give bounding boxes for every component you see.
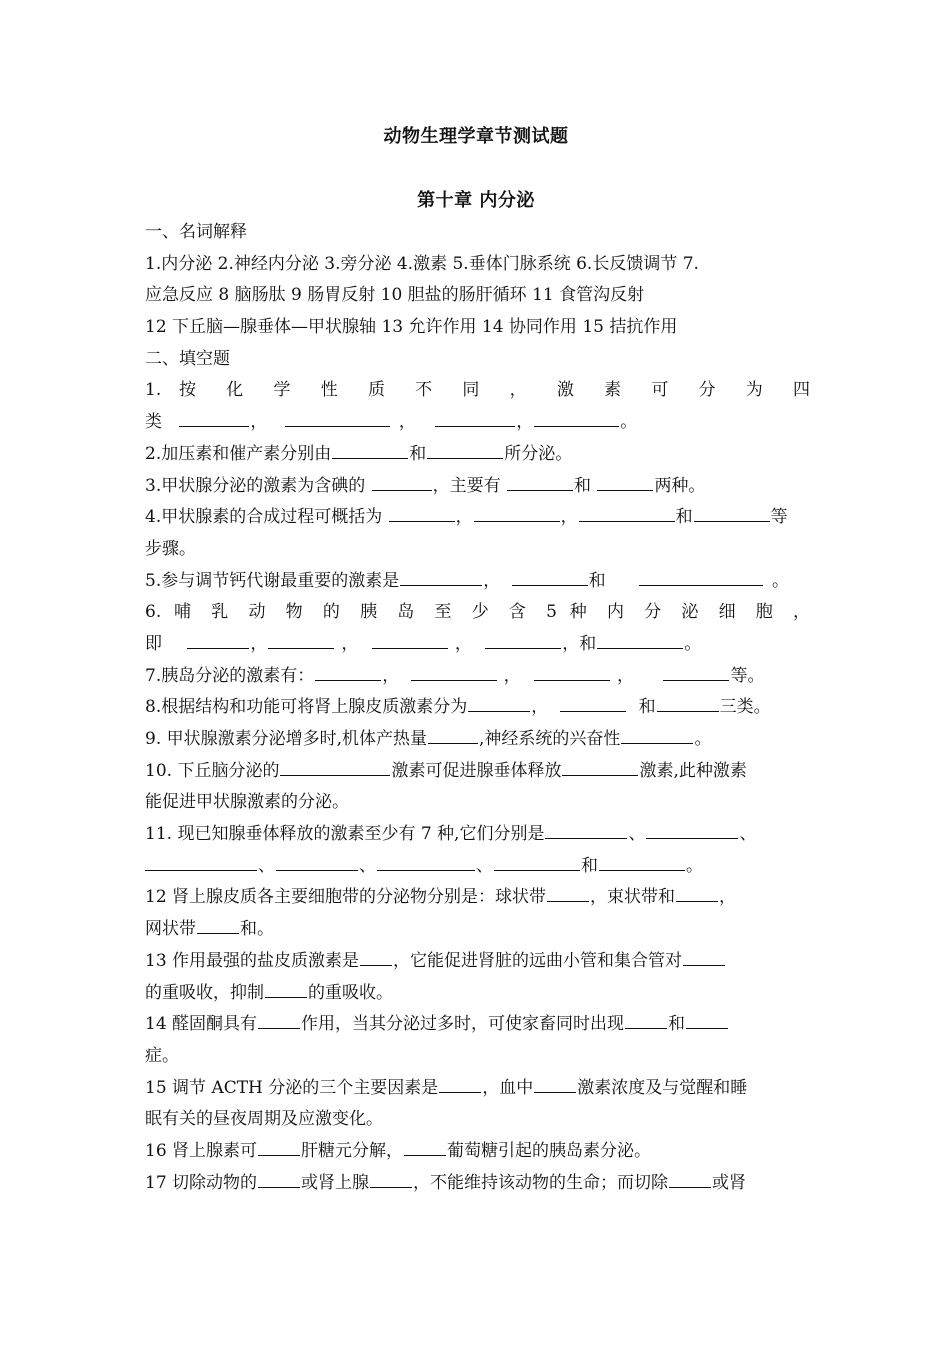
q-text: ， [382, 665, 400, 686]
question-13-line-1 [145, 946, 810, 978]
q-text: 等。 [730, 665, 765, 686]
q-text: ， [531, 697, 549, 718]
q-text: 即 [145, 633, 168, 654]
q-text: ， [617, 665, 635, 686]
q-text: ， [516, 412, 534, 433]
answer-blank[interactable] [663, 679, 729, 681]
answer-blank[interactable] [534, 1091, 576, 1093]
section-header-terms: 一、名词解释 [145, 222, 247, 242]
answer-blank[interactable] [560, 710, 626, 712]
answer-blank[interactable] [404, 1154, 446, 1156]
q-text: 网状带 [145, 919, 196, 940]
answer-blank[interactable] [428, 742, 478, 744]
answer-blank[interactable] [285, 425, 390, 427]
question-14-line-2: 症。 [145, 1045, 179, 1066]
answer-blank[interactable] [534, 425, 619, 427]
answer-blank[interactable] [276, 869, 358, 871]
question-1-line-1: 1. 按 化 学 性 质 不 同 ， 激 素 可 分 为 四 [145, 380, 810, 401]
answer-blank[interactable] [280, 774, 390, 776]
answer-blank[interactable] [315, 679, 381, 681]
answer-blank[interactable] [599, 869, 685, 871]
question-9 [145, 724, 810, 756]
answer-blank[interactable] [427, 457, 503, 459]
q-text: ，束状带和 [590, 887, 676, 908]
q-text: 和 [409, 443, 427, 464]
q-text: ， [398, 412, 416, 433]
q-text: ，不能维持该动物的生命；而切除 [413, 1172, 669, 1193]
q-text: ， [560, 507, 578, 528]
answer-blank[interactable] [512, 584, 588, 586]
answer-blank[interactable] [646, 837, 738, 839]
q-text: ， [483, 570, 501, 591]
q-text: 葡萄糖引起的胰岛素分泌。 [447, 1140, 652, 1161]
answer-blank[interactable] [187, 647, 249, 649]
answer-blank[interactable] [686, 1027, 728, 1029]
question-1-line-2 [145, 407, 810, 439]
q-text: ，主要有 [432, 475, 507, 496]
answer-blank[interactable] [268, 647, 334, 649]
q-text: ， [250, 412, 268, 433]
q-text: 、 [739, 824, 757, 845]
q-text: 等 [770, 507, 788, 528]
question-12-line-1 [145, 882, 810, 914]
q-text: ， [719, 887, 737, 908]
q-text: 17 切除动物的 [145, 1172, 258, 1193]
answer-blank[interactable] [562, 774, 638, 776]
question-2 [145, 439, 810, 471]
q-text: ，和 [562, 633, 597, 654]
q-text: 肝糖元分解， [301, 1140, 404, 1161]
q-text: 8.根据结构和功能可将肾上腺皮质激素分为 [145, 697, 468, 718]
answer-blank[interactable] [197, 932, 239, 934]
q-text: 和 [588, 570, 606, 591]
answer-blank[interactable] [625, 1027, 667, 1029]
document-title: 动物生理学章节测试题 [383, 126, 569, 147]
q-text: ，血中 [482, 1077, 534, 1098]
answer-blank[interactable] [389, 520, 455, 522]
q-text: 所分泌。 [504, 443, 573, 464]
q-text: 和 [638, 697, 656, 718]
q-text: 或肾 [712, 1172, 747, 1193]
q-text: 9. 甲状腺激素分泌增多时,机体产热量 [145, 729, 428, 749]
answer-blank[interactable] [597, 489, 653, 491]
answer-blank[interactable] [474, 520, 560, 522]
q-text: 10. 下丘脑分泌的 [145, 760, 280, 781]
answer-blank[interactable] [179, 425, 249, 427]
q-text: 16 肾上腺素可 [145, 1140, 258, 1161]
question-3 [145, 471, 810, 503]
answer-blank[interactable] [657, 710, 719, 712]
q-text: 类 [145, 412, 162, 433]
question-4-line-2: 步骤。 [145, 538, 196, 559]
q-text: 。 [684, 633, 702, 654]
answer-blank[interactable] [621, 742, 693, 744]
answer-blank[interactable] [258, 1027, 300, 1029]
q-text: 。 [694, 729, 712, 749]
q-text: 的重吸收。 [308, 982, 393, 1003]
answer-blank[interactable] [485, 647, 561, 649]
answer-blank[interactable] [372, 489, 432, 491]
q-text: 15 调节 ACTH 分泌的三个主要因素是 [145, 1077, 439, 1098]
question-12-line-2 [145, 914, 810, 946]
question-4-line-1 [145, 502, 810, 534]
question-8 [145, 692, 810, 724]
q-text: 三类。 [719, 697, 771, 718]
q-text: ， [455, 507, 473, 528]
section-header-fill: 二、填空题 [145, 348, 230, 369]
q-text: 4.甲状腺素的合成过程可概括为 [145, 507, 388, 528]
answer-blank[interactable] [639, 584, 763, 586]
answer-blank[interactable] [579, 520, 675, 522]
answer-blank[interactable] [265, 996, 307, 998]
terms-line-2: 应急反应 8 脑肠肽 9 肠胃反射 10 胆盐的肠肝循环 11 食管沟反射 [145, 285, 645, 306]
answer-blank[interactable] [370, 1186, 412, 1188]
question-13-line-2 [145, 978, 810, 1010]
answer-blank[interactable] [694, 520, 770, 522]
q-text: 或肾上腺 [301, 1172, 370, 1193]
question-10-line-2: 能促进甲状腺激素的分泌。 [145, 792, 349, 813]
q-text: 和 [574, 475, 597, 496]
q-text: 。 [620, 412, 638, 433]
question-15-line-1 [145, 1073, 810, 1105]
answer-blank[interactable] [258, 1186, 300, 1188]
q-text: 5.参与调节钙代谢最重要的激素是 [145, 570, 400, 591]
q-text: 激素浓度及与觉醒和睡 [577, 1077, 748, 1098]
q-text: 和。 [240, 919, 274, 940]
chapter-title: 第十章 内分泌 [417, 190, 535, 211]
question-17 [145, 1168, 810, 1200]
answer-blank[interactable] [683, 964, 725, 966]
answer-blank[interactable] [534, 679, 610, 681]
q-text: ， [250, 633, 268, 654]
answer-blank[interactable] [145, 869, 257, 871]
q-text: 2.加压素和催产素分别由 [145, 443, 332, 464]
question-11-line-2 [145, 851, 810, 883]
q-text: 、 [258, 855, 275, 876]
q-text: 11. 现已知腺垂体释放的激素至少有 7 种,它们分别是 [145, 824, 545, 845]
question-5 [145, 566, 810, 598]
terms-line-3: 12 下丘脑—腺垂体—甲状腺轴 13 允许作用 14 协同作用 15 拮抗作用 [145, 317, 678, 338]
question-6-line-1: 6. 哺 乳 动 物 的 胰 岛 至 少 含 5 种 内 分 泌 细 胞 ， [145, 602, 810, 623]
answer-blank[interactable] [372, 647, 448, 649]
answer-blank[interactable] [597, 647, 683, 649]
question-14-line-1 [145, 1009, 810, 1041]
q-text: 的重吸收，抑制 [145, 982, 264, 1003]
q-text: 激素可促进腺垂体释放 [391, 760, 562, 781]
q-text: 13 作用最强的盐皮质激素是 [145, 950, 360, 971]
answer-blank[interactable] [332, 457, 408, 459]
q-text: 3.甲状腺分泌的激素为含碘的 [145, 475, 371, 496]
answer-blank[interactable] [360, 964, 392, 966]
answer-blank[interactable] [377, 869, 475, 871]
answer-blank[interactable] [439, 1091, 481, 1093]
answer-blank[interactable] [676, 900, 718, 902]
terms-line-1: 1.内分泌 2.神经内分泌 3.旁分泌 4.激素 5.垂体门脉系统 6.长反馈调节 7. [145, 253, 699, 274]
q-text: 两种。 [654, 475, 706, 496]
question-15-line-2: 眠有关的昼夜周期及应激变化。 [145, 1109, 383, 1130]
answer-blank[interactable] [669, 1186, 711, 1188]
q-text: 、 [359, 855, 376, 876]
q-text: ， [454, 633, 472, 654]
q-text: 、 [476, 855, 493, 876]
q-text: 7.胰岛分泌的激素有： [145, 665, 315, 686]
answer-blank[interactable] [435, 425, 515, 427]
q-text: ， [503, 665, 521, 686]
answer-blank[interactable] [545, 837, 627, 839]
answer-blank[interactable] [494, 869, 580, 871]
q-text: 、 [628, 824, 646, 845]
answer-blank[interactable] [400, 584, 482, 586]
q-text: ，它能促进肾脏的远曲小管和集合管对 [393, 950, 683, 971]
q-text: 作用，当其分泌过多时，可使家畜同时出现 [301, 1014, 625, 1035]
answer-blank[interactable] [507, 489, 573, 491]
q-text: 。 [686, 855, 703, 876]
q-text: 和 [581, 855, 598, 876]
answer-blank[interactable] [468, 710, 530, 712]
q-text: 激素,此种激素 [639, 760, 747, 781]
answer-blank[interactable] [258, 1154, 300, 1156]
q-text: ,神经系统的兴奋性 [479, 729, 621, 749]
question-16 [145, 1136, 810, 1168]
q-text: 14 醛固酮具有 [145, 1014, 258, 1035]
q-text: 和 [675, 507, 693, 528]
answer-blank[interactable] [411, 679, 497, 681]
question-11-line-1 [145, 819, 810, 851]
q-text: 12 肾上腺皮质各主要细胞带的分泌物分别是：球状带 [145, 887, 547, 908]
q-text: 。 [772, 570, 790, 591]
q-text: ， [341, 633, 359, 654]
question-7 [145, 661, 810, 693]
q-text: 和 [668, 1014, 686, 1035]
question-6-line-2 [145, 629, 810, 661]
document-body [145, 217, 810, 1199]
question-10-line-1 [145, 756, 810, 788]
answer-blank[interactable] [547, 900, 589, 902]
